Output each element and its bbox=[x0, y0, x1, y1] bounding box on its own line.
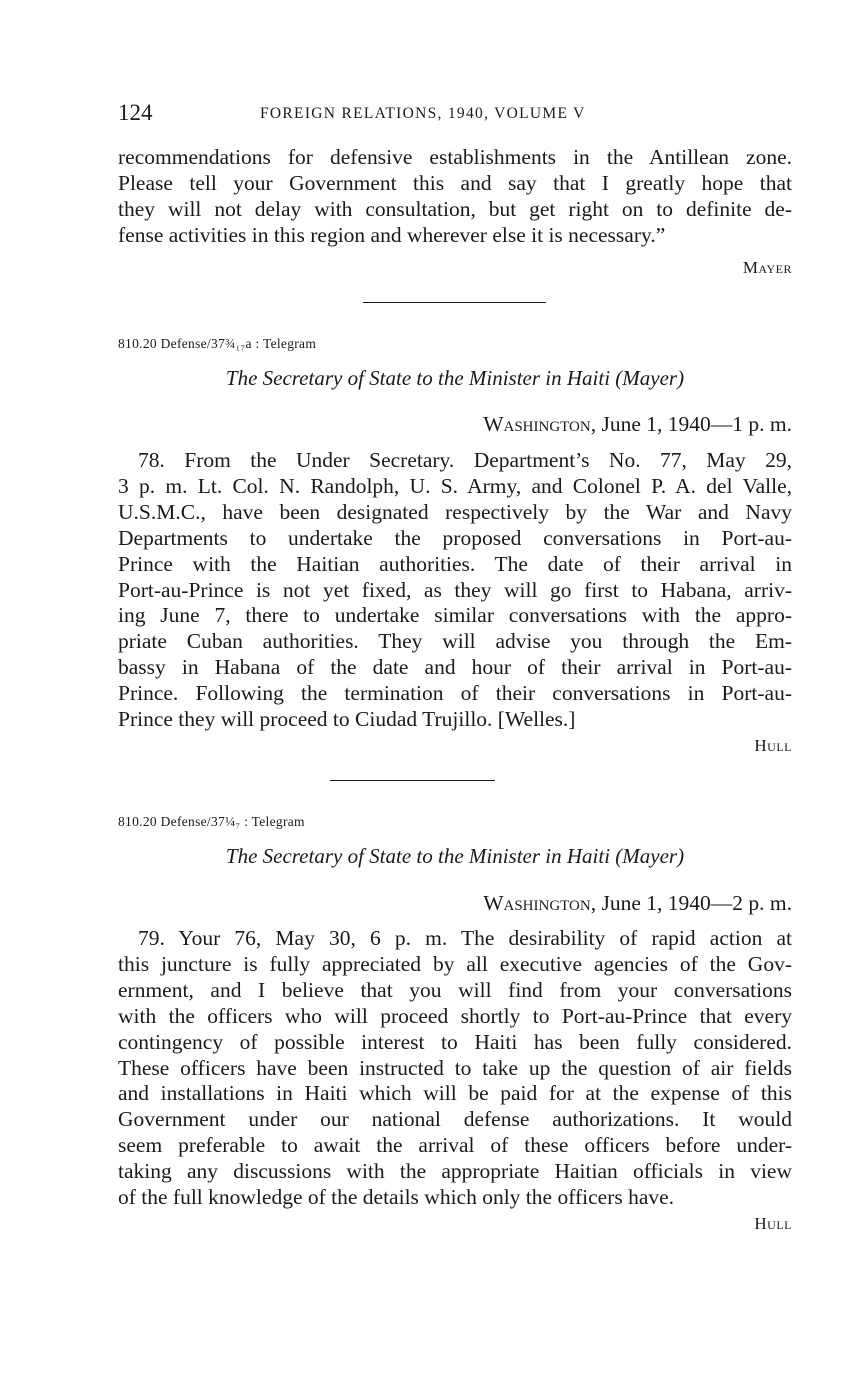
document-title: The Secretary of State to the Minister in Haiti (Mayer) bbox=[225, 844, 685, 868]
text-line: 78. From the Under Secretary. Department’s No. 77, May 29, bbox=[138, 448, 792, 472]
text-line: bassy in Habana of the date and hour of their arrival in Port-au- bbox=[118, 655, 792, 680]
document-title: The Secretary of State to the Minister in Haiti (Mayer) bbox=[225, 366, 685, 390]
text-line: Port-au-Prince is not yet fixed, as they will go first to Habana, arriv- bbox=[118, 577, 792, 602]
text-line: ing June 7, there to undertake similar conversations with the appro- bbox=[118, 603, 792, 628]
text-line: seem preferable to await the arrival of these officers before under- bbox=[118, 1133, 792, 1158]
text-line: this juncture is fully appreciated by all executive agencies of the Gov- bbox=[118, 951, 792, 976]
telegram-body bbox=[118, 448, 792, 733]
text-line: 79. Your 76, May 30, 6 p. m. The desirability of rapid action at bbox=[138, 926, 792, 950]
text-line: 3 p. m. Lt. Col. N. Randolph, U. S. Army, and Colonel P. A. del Valle, bbox=[118, 473, 792, 498]
text-line: U.S.M.C., have been designated respectively by the War and Navy bbox=[118, 499, 792, 524]
section-divider bbox=[363, 302, 546, 303]
telegram-body bbox=[118, 926, 792, 1211]
text-line: with the officers who will proceed shortly to Port-au-Prince that every bbox=[118, 1003, 792, 1028]
signature-hull: Hull bbox=[754, 736, 792, 755]
dateline-date: , June 1, 1940—2 p. m. bbox=[590, 891, 792, 915]
page-number: 124 bbox=[118, 100, 153, 125]
dateline bbox=[483, 891, 792, 916]
text-line: fense activities in this region and wherever else it is necessary.” bbox=[118, 222, 666, 247]
text-line: and installations in Haiti which will be paid for at the expense of this bbox=[118, 1081, 792, 1106]
dateline-place: Washington bbox=[483, 891, 591, 915]
text-line: taking any discussions with the appropriate Haitian officials in view bbox=[118, 1159, 792, 1184]
running-head: FOREIGN RELATIONS, 1940, VOLUME V bbox=[260, 105, 586, 122]
dateline-place: Washington bbox=[483, 412, 591, 436]
text-line: Please tell your Government this and say that I greatly hope that bbox=[118, 170, 792, 195]
dateline-date: , June 1, 1940—1 p. m. bbox=[590, 412, 792, 436]
signature-hull: Hull bbox=[754, 1214, 792, 1233]
text-line: Government under our national defense authorizations. It would bbox=[118, 1107, 792, 1132]
text-line: Departments to undertake the proposed conversations in Port-au- bbox=[118, 525, 792, 550]
text-line: of the full knowledge of the details which only the officers have. bbox=[118, 1185, 675, 1210]
file-reference: 810.20 Defense/37¾₁₇a : Telegram bbox=[118, 336, 317, 351]
carryover-paragraph bbox=[118, 145, 792, 249]
dateline bbox=[483, 412, 792, 437]
file-reference: 810.20 Defense/37¼₇ : Telegram bbox=[118, 814, 305, 829]
text-line: Prince. Following the termination of their conversations in Port-au- bbox=[118, 681, 792, 706]
text-line: ernment, and I believe that you will find from your conversations bbox=[118, 977, 792, 1002]
text-line: Prince they will proceed to Ciudad Trujillo. [Welles.] bbox=[118, 707, 576, 732]
text-line: recommendations for defensive establishments in the Antillean zone. bbox=[118, 145, 792, 169]
text-line: contingency of possible interest to Haiti has been fully considered. bbox=[118, 1029, 792, 1054]
signature-mayer: Mayer bbox=[742, 258, 792, 277]
text-line: These officers have been instructed to take up the question of air fields bbox=[118, 1055, 792, 1080]
text-line: they will not delay with consultation, but get right on to definite de- bbox=[118, 196, 792, 221]
section-divider bbox=[330, 780, 495, 781]
page-header bbox=[118, 100, 792, 130]
text-line: Prince with the Haitian authorities. The date of their arrival in bbox=[118, 551, 792, 576]
text-line: priate Cuban authorities. They will advise you through the Em- bbox=[118, 629, 792, 654]
